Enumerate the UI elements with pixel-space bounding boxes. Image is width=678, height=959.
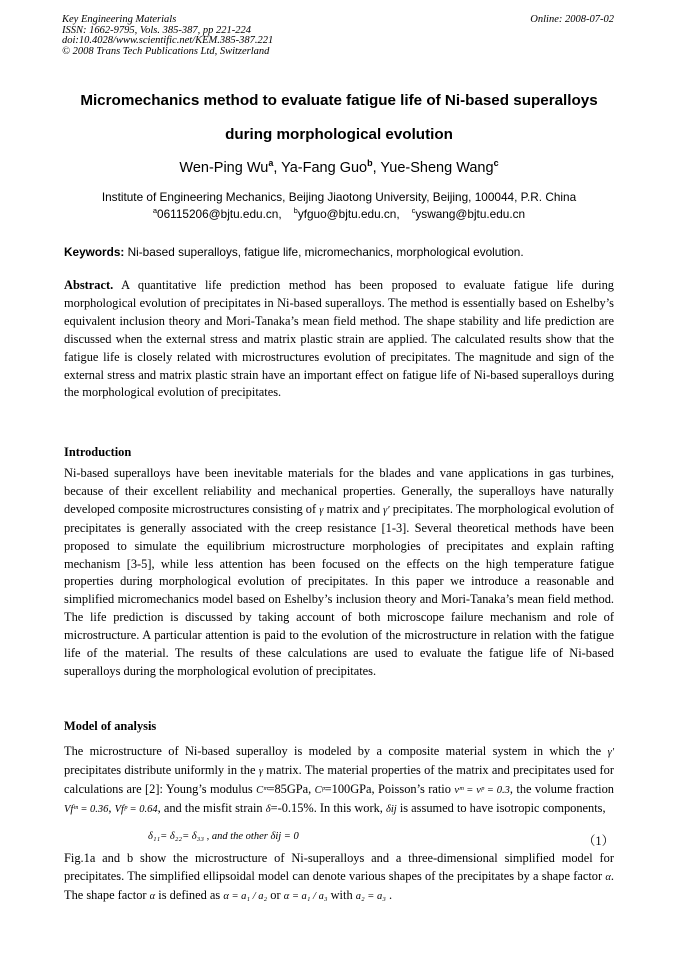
matrix-volume-fraction: Vfᵐ = 0.36 [64,803,109,815]
author-list: Wen-Ping Wu$^a$, Ya-Fang Guo$^b$, Yue-Sheng Wang$^c$ [179,158,499,176]
alpha-symbol: α [605,871,611,883]
introduction-heading: Introduction [64,445,132,459]
issn-line: ISSN: 1662-9795, Vols. 385-387, pp 221-224 [62,24,251,36]
abstract [64,277,614,402]
axes-equality: a₂ = a₃ [355,890,386,902]
doi-line: doi:10.4028/www.scientific.net/KEM.385-387.221 [62,35,274,46]
figure-description-paragraph: Fig.1a and b show the microstructure of Ni-superalloys and a three-dimensional simplified model for precipitates. The simplified ellipsoidal model can denote various shapes of the precipitates by a shape factor α. The shape factor α is defined as α = a₁ / a₂ or α = a₁ / a₃ with a₂ = a₃ . [64,851,614,902]
precipitate-volume-fraction: Vfᵖ = 0.64 [114,803,158,815]
email-mark: c [411,206,416,215]
introduction-paragraph: Ni-based superalloys have been inevitable materials for the blades and vane applications in gas turbines, because of their excellent reliability and mechanical properties. Generally, the superalloys have naturally developed composite microstructures consisting of γ matrix and γ′ precipitates. The morphological evolution of precipitates is generally associated with the creep resistance [1-3]. Several theoretical methods have been proposed to simulate the equilibrium microstructure morphologies of precipitates and explain rafting mechanism [3-5], while less attention has been focused on the effects on the high temperature fatigue properties during morphological evolution of precipitates. In this paper we introduce a reasonable and simplified micromechanics model based on Eshelby’s inclusion theory and Mori-Tanaka’s mean field method. The life prediction is discussed by taking account of both microscope failure mechanism and role of microstructure. A particular attention is paid to the evolution of the microstructure in relation with the fatigue life of the material. The results of these calculations are used to evaluate the fatigue life of Ni-based superalloys during the morphological evolution of precipitates. [64,466,615,678]
shape-factor-definition-1: α = a₁ / a₂ [223,890,268,902]
email-mark: a [152,206,158,215]
email-address[interactable]: yswang@bjtu.edu.cn [415,207,526,221]
paper-title-line-1: Micromechanics method to evaluate fatigue life of Ni-based superalloys [80,92,598,109]
equation-number: （1） [583,834,614,848]
email-address[interactable]: 06115206@bjtu.edu.cn, [157,207,282,221]
journal-name: Key Engineering Materials [62,14,177,25]
author-mark: c [493,158,499,168]
paper-title-line-2: during morphological evolution [225,126,453,143]
model-heading: Model of analysis [64,719,157,733]
author-mark: a [268,158,274,168]
keywords-text: Ni-based superalloys, fatigue life, micromechanics, morphological evolution. [124,245,524,259]
matrix-modulus-symbol: Cᵐ [256,784,268,796]
email-address[interactable]: yfguo@bjtu.edu.cn, [297,207,400,221]
abstract-text: A quantitative life prediction method has been proposed to evaluate fatigue life during morphological evolution of precipitates in Ni-based superalloys. The method is essentially based on Eshelby’s equivalent inclusion theory and Mori-Tanaka’s mean field method. The shape stability and life prediction are discussed when the external stress and matrix plastic strain are applied. The calculated results show that the fatigue life is closely related with microstructures evolution of precipitates. The magnitude and sign of the external stress and matrix plastic strain have an important effect on fatigue life of Ni-based superalloys during the morphological evolution of precipitates. [64,278,614,400]
gamma-prime-symbol: γ′ [607,747,614,758]
email-list [0,207,678,221]
affiliation: Institute of Engineering Mechanics, Beijing Jiaotong University, Beijing, 100044, P.R. China [101,190,577,204]
author-mark: b [367,158,373,168]
abstract-label: Abstract. [64,278,114,292]
model-paragraph: The microstructure of Ni-based superalloy is modeled by a composite material system in which the γ′ precipitates distribute uniformly in the γ matrix. The material properties of the matrix and precipitates used for calculations are [2]: Young’s modulus Cᵐ=85GPa, Cᵖ=100GPa, Poisson’s ratio νᵐ = νᵖ = 0.3, the volume fraction Vfᵐ = 0.36, Vfᵖ = 0.64, and the misfit strain δ=-0.15%. In this work, δij is assumed to have isotropic components, [64,744,615,815]
poisson-ratio-expression: νᵐ = νᵖ = 0.3 [454,784,510,796]
online-date: Online: 2008-07-02 [530,14,614,25]
copyright-line: © 2008 Trans Tech Publications Ltd, Switzerland [62,45,270,57]
equation-body: δ₁₁= δ₂₂= δ₃₃ , and the other δij = 0 [148,831,299,842]
precipitate-modulus-symbol: Cᵖ [314,784,325,796]
gamma-symbol: γ [319,504,324,516]
alpha-symbol: α [149,890,156,902]
shape-factor-definition-2: α = a₁ / a₃ [283,890,328,902]
journal-header [62,15,273,57]
author-name: Wen-Ping Wu [179,160,269,176]
keywords-label: Keywords: [64,245,125,259]
gamma-symbol: γ [258,765,263,777]
gamma-prime-symbol: γ′ [383,504,390,516]
author-name: Yue-Sheng Wang [380,160,494,176]
delta-symbol: δ [265,803,271,815]
author-name: Ya-Fang Guo [281,160,368,176]
keywords [64,245,614,259]
delta-ij-symbol: δij [386,803,397,815]
email-mark: b [293,206,298,215]
